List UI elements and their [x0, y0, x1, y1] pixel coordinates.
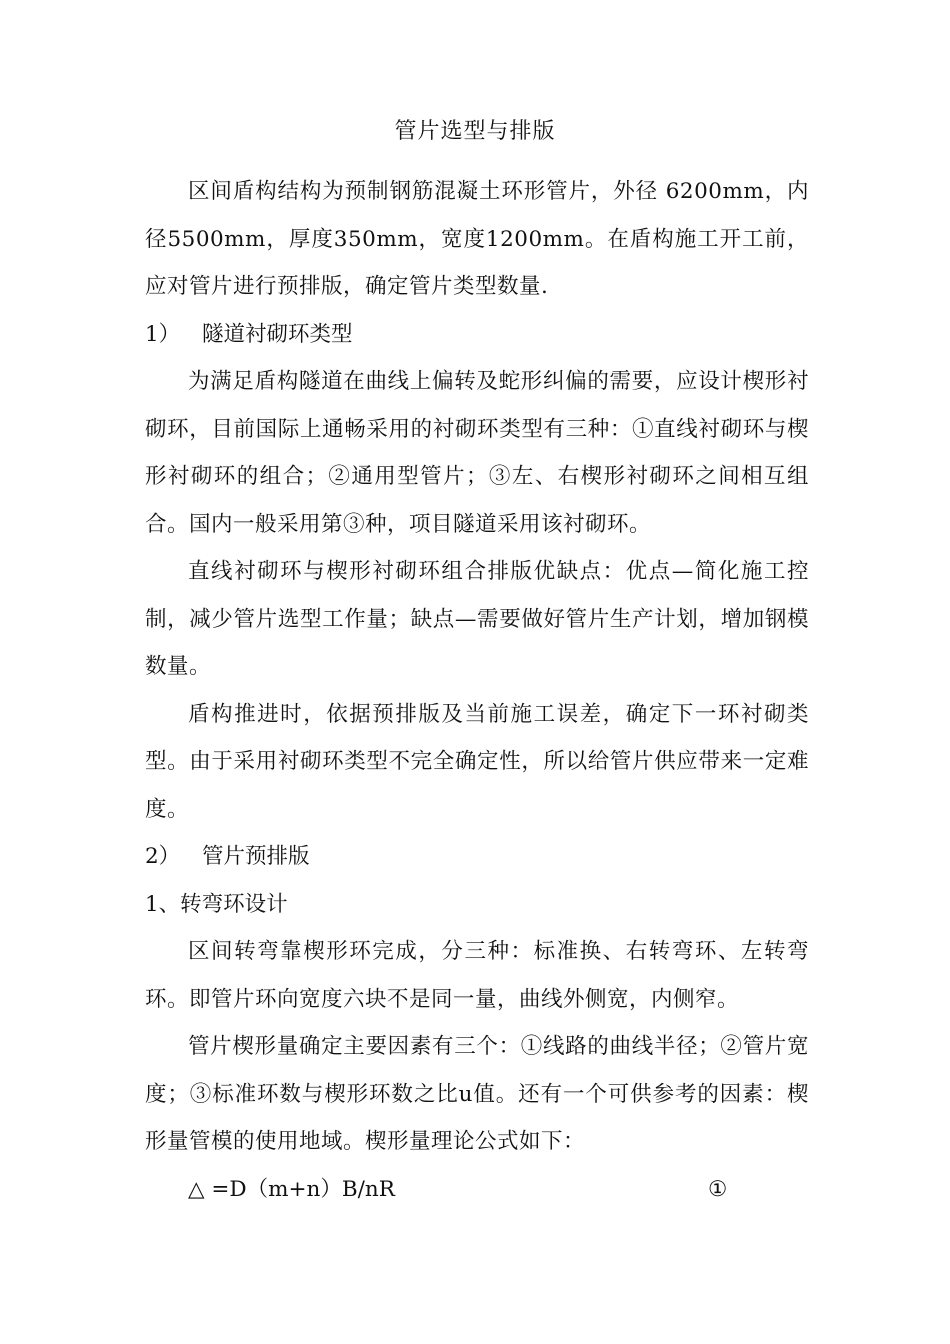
paragraph-curve-ring: 区间转弯靠楔形环完成，分三种：标准换、右转弯环、左转弯环。即管片环向宽度六块不是同一量，曲线外侧宽，内侧窄。	[145, 939, 809, 1012]
paragraph-pros-cons: 直线衬砌环与楔形衬砌环组合排版优缺点：优点—简化施工控制，减少管片选型工作量；缺点—需要做好管片生产计划，增加钢模数量。	[145, 559, 809, 679]
section-number: 1）	[145, 321, 181, 347]
formula: △ =D（m+n）B/nR	[188, 1176, 395, 1202]
formula-line	[145, 1166, 809, 1214]
section-title: 管片预排版	[202, 844, 310, 869]
paragraph-wedge-factors: 管片楔形量确定主要因素有三个：①线路的曲线半径；②管片宽度；③标准环数与楔形环数之比u值。还有一个可供参考的因素：楔形量管模的使用地域。楔形量理论公式如下：	[145, 1034, 809, 1154]
equation-number: ①	[708, 1176, 728, 1202]
section-heading-lining-types	[145, 311, 809, 359]
document-body	[145, 168, 809, 1213]
paragraph-intro: 区间盾构结构为预制钢筋混凝土环形管片，外径 6200mm，内径5500mm，厚度350mm，宽度1200mm。在盾构施工开工前，应对管片进行预排版，确定管片类型数量.	[145, 179, 809, 299]
paragraph-lining-types: 为满足盾构隧道在曲线上偏转及蛇形纠偏的需要，应设计楔形衬砌环，目前国际上通畅采用的衬砌环类型有三种：①直线衬砌环与楔形衬砌环的组合；②通用型管片；③左、右楔形衬砌环之间相互组合。国内一般采用第③种，项目隧道采用该衬砌环。	[145, 369, 809, 537]
paragraph-advance: 盾构推进时，依据预排版及当前施工误差，确定下一环衬砌类型。由于采用衬砌环类型不完全确定性，所以给管片供应带来一定难度。	[145, 701, 809, 822]
section-heading-pre-layout	[145, 833, 809, 881]
section-title: 隧道衬砌环类型	[202, 321, 353, 347]
section-number: 2）	[145, 844, 181, 869]
subsection-heading-curve-ring: 1、转弯环设计	[145, 891, 288, 917]
page-title: 管片选型与排版	[394, 119, 556, 144]
